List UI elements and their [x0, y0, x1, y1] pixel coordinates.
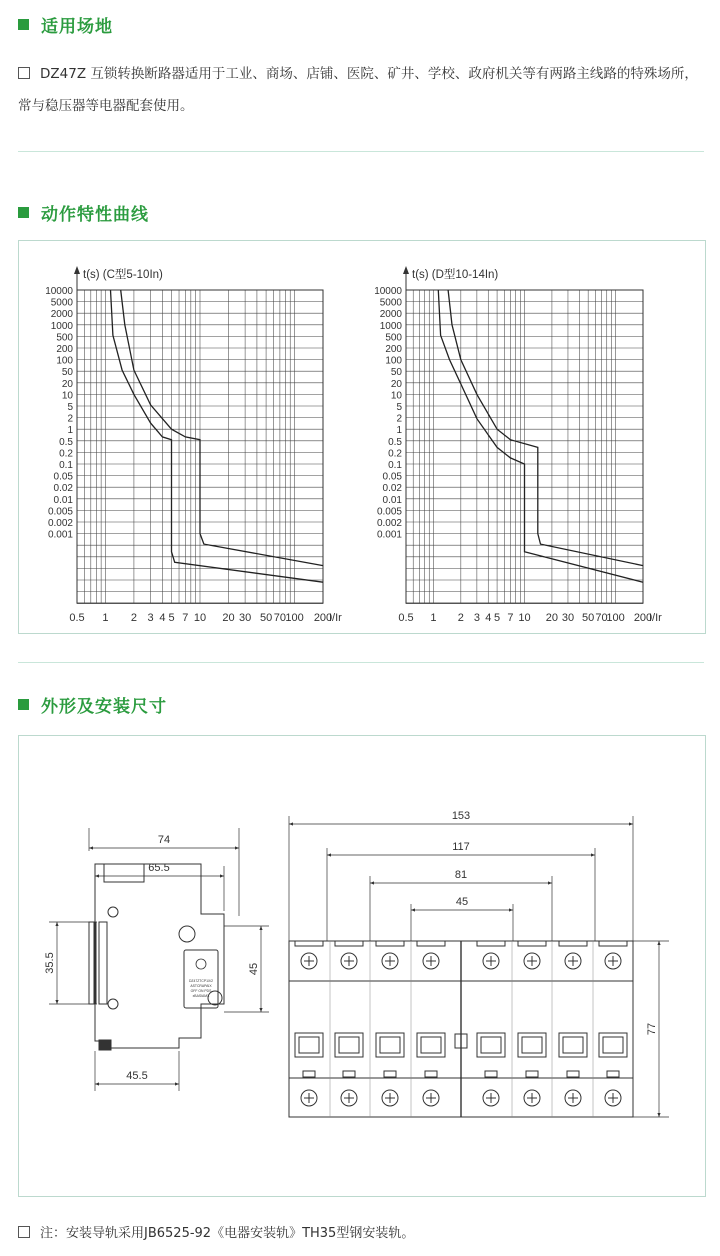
trip-curve-line: [111, 290, 324, 582]
screw-slot: [385, 1093, 395, 1103]
x-tick-label: 1: [430, 612, 437, 625]
dim-35-5: 35.5: [44, 952, 56, 974]
dim-45-horizontal: 45: [455, 896, 469, 908]
y-tick-label: 0.002: [376, 518, 402, 529]
section-curve-header: [18, 200, 149, 225]
screw-slot: [304, 1093, 314, 1103]
dim-81: 81: [454, 869, 468, 881]
section-dims-header: [18, 692, 167, 717]
x-tick-label: 10: [193, 612, 207, 625]
x-tick-label: 7: [182, 612, 189, 625]
terminal-cap: [335, 941, 363, 946]
y-tick-label: 500: [385, 332, 402, 344]
y-tick-label: 1: [396, 425, 402, 437]
screw-slot: [527, 956, 537, 966]
screw-slot: [608, 1093, 618, 1103]
handle-icon: [563, 1037, 583, 1053]
label-slot: [343, 1071, 355, 1077]
label-slot: [303, 1071, 315, 1077]
dimension-drawing: [19, 736, 705, 1196]
handle-icon: [380, 1037, 400, 1053]
section-title: 动作特性曲线: [41, 205, 149, 225]
y-tick-label: 0.05: [382, 471, 402, 483]
x-tick-label: 10: [518, 612, 531, 625]
x-axis-label: I/Ir: [329, 612, 342, 625]
y-tick-label: 1: [67, 425, 73, 437]
y-tick-label: 0.1: [59, 460, 73, 471]
x-tick-label: 100: [606, 612, 625, 625]
screw-slot: [426, 1093, 436, 1103]
chart-c: [45, 266, 342, 624]
label-slot: [384, 1071, 396, 1077]
curve-panel: [18, 240, 706, 634]
terminal-cap: [518, 941, 546, 946]
x-tick-label: 100: [285, 612, 304, 625]
y-tick-label: 2: [396, 413, 402, 425]
y-tick-label: 0.5: [388, 436, 402, 448]
chart-d: [374, 266, 662, 624]
green-square-bullet-icon: [18, 207, 29, 218]
dim-153: 153: [451, 810, 471, 822]
screw-slot: [385, 956, 395, 966]
terminal-cap: [376, 941, 404, 946]
x-tick-label: 2: [130, 612, 137, 625]
y-tick-label: 50: [61, 367, 73, 379]
y-tick-label: 0.01: [382, 494, 402, 506]
y-tick-label: 50: [390, 367, 402, 379]
screw-slot: [486, 956, 496, 966]
x-tick-label: 20: [545, 612, 559, 625]
device-label-2: ASTCRAPAIX: [190, 984, 212, 988]
y-tick-label: 10000: [45, 286, 73, 297]
screw-slot: [344, 956, 354, 966]
chart-title: t(s) (D型10-14In): [412, 269, 499, 281]
section-usage-header: [18, 12, 113, 37]
x-tick-label: 1: [102, 612, 109, 625]
dim-45-5: 45.5: [126, 1070, 148, 1082]
dim-117: 117: [452, 841, 470, 853]
screw-slot: [344, 1093, 354, 1103]
handle-icon: [299, 1037, 319, 1053]
y-tick-label: 500: [56, 332, 73, 344]
x-tick-label: 200: [633, 612, 653, 625]
handle-icon: [421, 1037, 441, 1053]
label-slot: [485, 1071, 497, 1077]
y-tick-label: 2000: [379, 309, 402, 321]
label-slot: [567, 1071, 579, 1077]
screw-slot: [426, 956, 436, 966]
y-tick-label: 10: [390, 390, 402, 402]
screw-slot: [527, 1093, 537, 1103]
y-tick-label: 5000: [50, 297, 73, 309]
label-slot: [526, 1071, 538, 1077]
x-tick-label: 7: [507, 612, 514, 625]
x-tick-label: 70: [595, 612, 608, 625]
screw-slot: [486, 1093, 496, 1103]
screw-slot: [568, 1093, 578, 1103]
terminal-cap: [417, 941, 445, 946]
y-tick-label: 0.05: [53, 471, 73, 483]
screw-slot: [568, 956, 578, 966]
y-tick-label: 0.01: [53, 494, 73, 506]
dimension-drawing-panel: [18, 735, 706, 1197]
y-tick-label: 0.02: [53, 483, 73, 495]
x-axis-label: I/Ir: [649, 612, 662, 625]
y-tick-label: 10000: [374, 286, 402, 297]
x-tick-label: 30: [238, 612, 252, 625]
chart-title: t(s) (C型5-10In): [83, 269, 163, 281]
dim-45-vertical: 45: [248, 962, 260, 976]
trip-curve-charts: [19, 241, 705, 633]
y-tick-label: 1000: [379, 320, 402, 332]
terminal-cap: [295, 941, 323, 946]
x-tick-label: 4: [485, 612, 492, 625]
x-tick-label: 3: [147, 612, 154, 625]
screw-slot: [608, 956, 618, 966]
y-tick-label: 0.005: [47, 506, 73, 518]
y-tick-label: 200: [56, 344, 73, 355]
y-tick-label: 5: [67, 402, 73, 413]
handle-icon: [522, 1037, 542, 1053]
handle-icon: [603, 1037, 623, 1053]
terminal-cap: [477, 941, 505, 946]
trip-curve-line: [448, 290, 643, 566]
y-tick-label: 5: [396, 402, 402, 413]
handle-icon: [339, 1037, 359, 1053]
label-slot: [425, 1071, 437, 1077]
x-tick-label: 200: [313, 612, 333, 625]
checkbox-bullet-icon: [18, 67, 30, 79]
x-tick-label: 5: [168, 612, 175, 625]
y-tick-label: 2000: [50, 309, 73, 321]
y-tick-label: 0.1: [388, 460, 402, 471]
x-tick-label: 4: [159, 612, 166, 625]
y-tick-label: 1000: [50, 320, 73, 332]
y-tick-label: 5000: [379, 297, 402, 309]
y-tick-label: 0.2: [59, 448, 73, 460]
terminal-cap: [559, 941, 587, 946]
checkbox-bullet-icon: [18, 1226, 30, 1238]
green-square-bullet-icon: [18, 19, 29, 30]
device-label-3: OFF ON PDS: [190, 989, 212, 993]
note-text: 注：安装导轨采用JB6525-92《电器安装轨》TH35型钢安装轨。: [40, 1226, 415, 1241]
section-title: 适用场地: [41, 17, 113, 37]
x-tick-label: 70: [273, 612, 287, 625]
trip-curve-line: [438, 290, 643, 582]
device-label-4: xBASIAMX: [192, 994, 210, 998]
label-slot: [607, 1071, 619, 1077]
handle-icon: [481, 1037, 501, 1053]
y-tick-label: 20: [61, 378, 73, 390]
y-tick-label: 10: [61, 390, 73, 402]
y-tick-label: 0.5: [59, 436, 73, 448]
y-tick-label: 2: [67, 413, 73, 425]
trip-curve-line: [121, 290, 323, 566]
dim-77: 77: [646, 1022, 658, 1036]
y-tick-label: 0.2: [388, 448, 402, 460]
y-tick-label: 0.005: [376, 506, 402, 518]
usage-paragraph: [18, 58, 708, 122]
x-tick-label: 30: [561, 612, 575, 625]
section-title: 外形及安装尺寸: [41, 697, 167, 717]
green-square-bullet-icon: [18, 699, 29, 710]
x-tick-label: 20: [222, 612, 235, 625]
x-tick-label: 50: [582, 612, 595, 625]
x-tick-label: 5: [494, 612, 501, 625]
x-tick-label: 3: [473, 612, 480, 625]
dim-65-5: 65.5: [148, 862, 170, 874]
usage-text: DZ47Z 互锁转换断路器适用于工业、商场、店铺、医院、矿井、学校、政府机关等有两路主线路的特殊场所，常与稳压器等电器配套使用。: [18, 66, 698, 114]
footnote: [18, 1222, 414, 1241]
y-axis-arrow-icon: [74, 266, 80, 274]
side-view: [44, 828, 269, 1091]
y-tick-label: 0.002: [47, 518, 73, 529]
y-tick-label: 0.001: [376, 529, 402, 541]
x-tick-label: 0.5: [398, 612, 414, 625]
y-axis-arrow-icon: [403, 266, 409, 274]
y-tick-label: 20: [390, 378, 402, 390]
dim-74: 74: [157, 834, 171, 846]
terminal-cap: [599, 941, 627, 946]
y-tick-label: 200: [385, 344, 402, 355]
divider: [18, 151, 704, 152]
device-label-1: DZ47ZTCP1X/2: [188, 979, 214, 983]
screw-slot: [304, 956, 314, 966]
x-tick-label: 0.5: [69, 612, 85, 625]
y-tick-label: 100: [385, 355, 402, 367]
y-tick-label: 0.02: [382, 483, 402, 495]
y-tick-label: 0.001: [47, 529, 73, 541]
x-tick-label: 50: [259, 612, 273, 625]
x-tick-label: 2: [457, 612, 464, 625]
y-tick-label: 100: [56, 355, 73, 367]
divider: [18, 662, 704, 663]
